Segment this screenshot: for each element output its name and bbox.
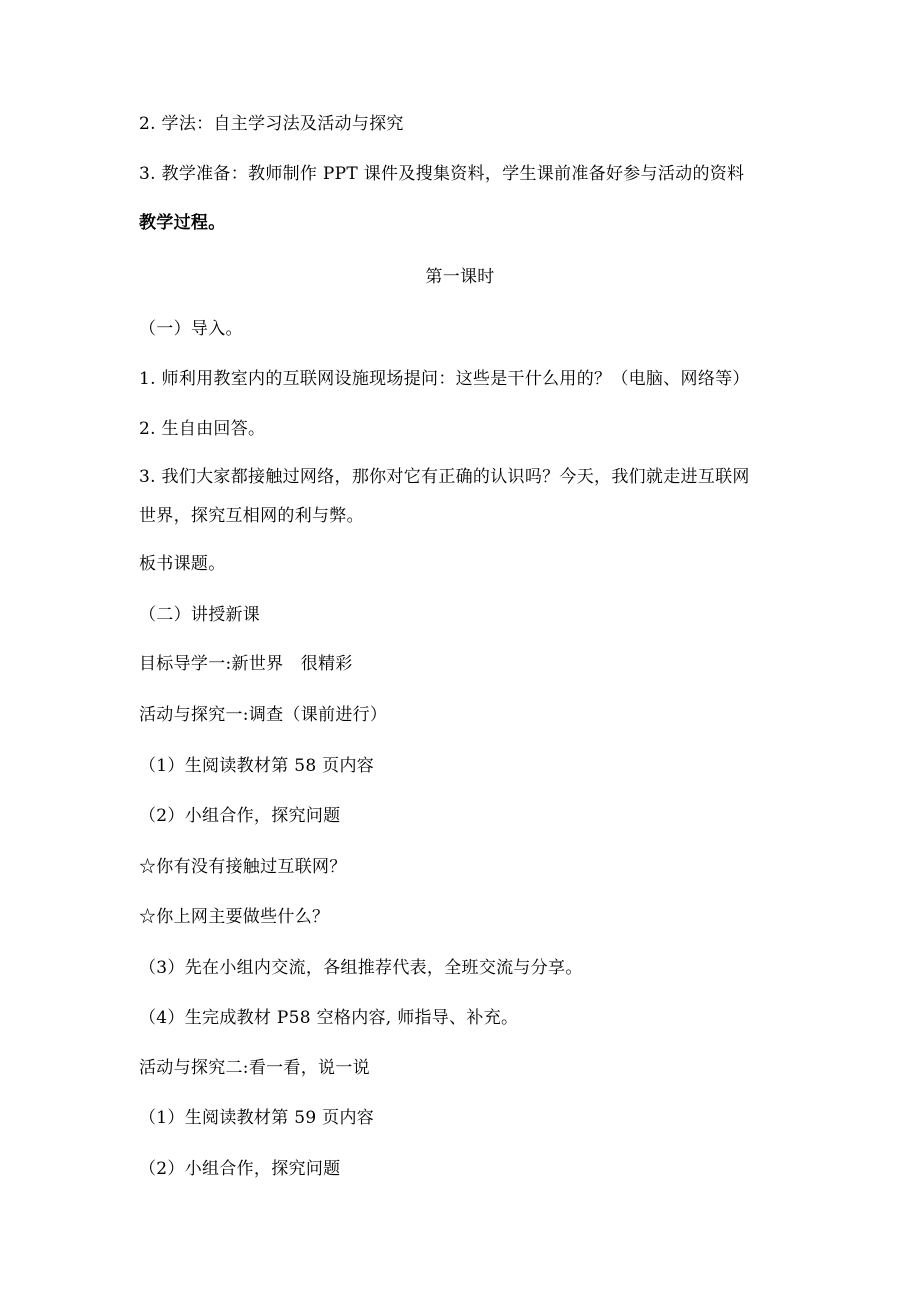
study-method-line: 2. 学法：自主学习法及活动与探究 bbox=[139, 114, 404, 134]
intro-step-1: 1. 师利用教室内的互联网设施现场提问：这些是干什么用的？（电脑、网络等） bbox=[139, 369, 750, 389]
activity-two-step-1: （1）生阅读教材第 59 页内容 bbox=[139, 1108, 375, 1128]
intro-step-2: 2. 生自由回答。 bbox=[139, 419, 266, 439]
board-title-line: 板书课题。 bbox=[139, 554, 226, 574]
activity-two-heading: 活动与探究二:看一看，说一说 bbox=[139, 1058, 370, 1078]
question-2: ☆你上网主要做些什么？ bbox=[139, 907, 330, 927]
activity-two-step-2: （2）小组合作，探究问题 bbox=[139, 1159, 341, 1179]
activity-one-step-4: （4）生完成教材 P58 空格内容, 师指导、补充。 bbox=[139, 1008, 519, 1028]
activity-one-heading: 活动与探究一:调查（课前进行） bbox=[139, 705, 388, 725]
activity-one-step-3: （3）先在小组内交流，各组推荐代表，全班交流与分享。 bbox=[139, 958, 583, 978]
activity-one-step-1: （1）生阅读教材第 58 页内容 bbox=[139, 756, 375, 776]
intro-step-3-continued: 世界，探究互相网的利与弊。 bbox=[139, 506, 364, 526]
question-1: ☆你有没有接触过互联网？ bbox=[139, 857, 347, 877]
activity-one-step-2: （2）小组合作，探究问题 bbox=[139, 806, 341, 826]
teaching-process-heading: 教学过程。 bbox=[139, 213, 226, 233]
intro-step-3: 3. 我们大家都接触过网络，那你对它有正确的认识吗？今天，我们就走进互联网 bbox=[139, 467, 750, 487]
goal-guide-one: 目标导学一:新世界 很精彩 bbox=[139, 654, 353, 674]
lesson-title: 第一课时 bbox=[425, 267, 495, 287]
teaching-prep-line: 3. 教学准备：教师制作 PPT 课件及搜集资料，学生课前准备好参与活动的资料 bbox=[139, 164, 745, 184]
section-new-lesson-heading: （二）讲授新课 bbox=[139, 605, 261, 625]
section-intro-heading: （一）导入。 bbox=[139, 319, 243, 339]
